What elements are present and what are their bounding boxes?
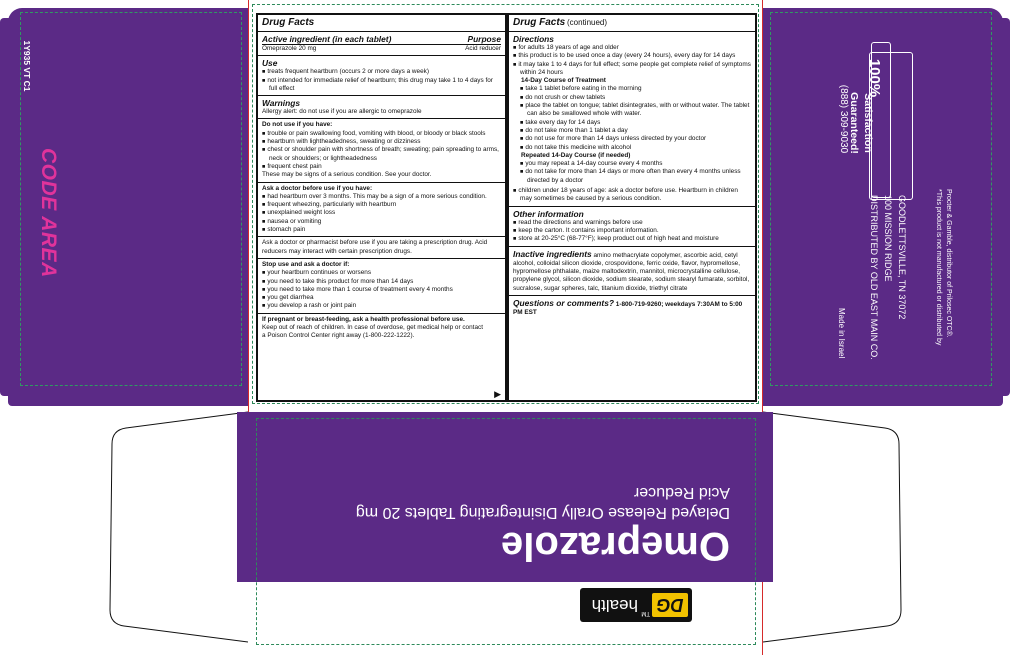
guarantee-guaranteed: Guaranteed!: [848, 92, 860, 154]
other-info-item: ■ keep the carton. It contains important information.: [513, 227, 751, 235]
code-label: 1Y935 VT C1: [22, 40, 32, 92]
product-category: Acid Reducer: [633, 484, 730, 501]
stop-use-heading: Stop use and ask a doctor if:: [262, 260, 350, 268]
ask-doctor-section: [258, 182, 505, 237]
do-not-use-item: ■ chest or shoulder pain with shortness of breath; sweating; pain spreading to arms, neck or shoulders; or lightheadedness: [262, 146, 501, 163]
ask-doctor-item: ■ unexplained weight loss: [262, 209, 501, 217]
inactive-ingredients-section: [509, 246, 755, 295]
continued-title: Drug Facts: [513, 17, 566, 28]
code-area-label: CODE AREA: [37, 148, 60, 278]
allergy-alert: Allergy alert: do not use if you are allergic to omeprazole: [262, 108, 422, 116]
dg-logo-tm: TM: [641, 610, 650, 616]
drug-facts-panel: [256, 13, 507, 402]
do-not-use-heading: Do not use if you have:: [262, 121, 333, 129]
course-item: ■ take every day for 14 days: [513, 119, 751, 127]
use-heading: Use: [262, 58, 278, 69]
pregnancy-text: If pregnant or breast-feeding, ask a health professional before use.: [262, 315, 465, 323]
ask-doctor-item: ■ frequent wheezing, particularly with heartburn: [262, 201, 501, 209]
made-in-label: Made in Israel: [837, 308, 846, 359]
serious-condition-note: These may be signs of a serious condition. See your doctor.: [262, 171, 432, 179]
dg-health-logo: [580, 588, 692, 622]
dg-logo-text: DG: [656, 595, 684, 615]
product-title-block: [290, 458, 730, 568]
stop-use-item: ■ you get diarrhea: [262, 294, 501, 302]
stop-use-item: ■ you develop a rash or joint pain: [262, 302, 501, 310]
course-item: ■ do not crush or chew tablets: [513, 94, 751, 102]
pregnancy-section: [258, 313, 505, 343]
guarantee-box-outline: [869, 52, 913, 200]
inactive-ingredients-text: amino methacrylate copolymer, ascorbic acid, cetyl alcohol, colloidal silicon dioxide, crospovidone, ferric oxide, flavor, hypromellose, hypromellose phthalate, maize maltodextrin, mannitol, microcrystalline cellulose, propylene glycol, silicon dioxide, sodium stearate, sodium stearyl fumarate, sorbitol, sucralose, sugar spheres, talc, titanium dioxide, triethyl citrate: [513, 251, 750, 292]
guarantee-phone: (888) 309-9030: [838, 84, 849, 154]
do-not-use-item: ■ trouble or pain swallowing food, vomiting with blood, or bloody or black stools: [262, 130, 501, 138]
inactive-ingredients-heading: Inactive ingredients: [513, 248, 592, 259]
use-section: [258, 55, 505, 95]
other-info-item: ■ read the directions and warnings before use: [513, 219, 751, 227]
do-not-use-item: ■ heartburn with lightheadedness, sweating or dizziness: [262, 138, 501, 146]
active-ingredient-heading: Active ingredient (in each tablet): [262, 34, 392, 44]
disclaimer-line-2: Procter & Gamble, distributor of Prilosec OTC®.: [945, 189, 952, 338]
do-not-use-section: [258, 118, 505, 181]
keep-out-text: Keep out of reach of children. In case of overdose, get medical help or contact a Poison Control Center right away (1-800-222-1222).: [262, 324, 483, 340]
dg-logo-health: health: [591, 596, 638, 615]
repeated-item: ■ you may repeat a 14-day course every 4 months: [513, 160, 751, 168]
directions-item: ■ for adults 18 years of age and older: [513, 44, 751, 52]
ask-doctor-heading: Ask a doctor before use if you have:: [262, 184, 373, 192]
directions-heading: Directions: [513, 34, 554, 44]
use-item: ■ not intended for immediate relief of heartburn; this drug may take 1 to 4 days for full effect: [262, 77, 501, 94]
product-name: Omeprazole: [501, 524, 730, 568]
do-not-use-item: ■ frequent chest pain: [262, 163, 501, 171]
continue-arrow-icon: ▶: [494, 388, 501, 399]
distributor-line-3: GOODLETTSVILLE, TN 37072: [897, 195, 907, 320]
distributor-line-1: DISTRIBUTED BY OLD EAST MAIN CO.: [869, 195, 879, 360]
dg-logo-badge: [652, 593, 688, 617]
stop-use-item: ■ you need to take this product for more than 14 days: [262, 278, 501, 286]
warnings-heading: Warnings: [262, 98, 301, 109]
guarantee-100: 100%: [866, 58, 883, 98]
repeated-item: ■ do not take for more than 14 days or more often than every 4 months unless directed by a doctor: [513, 168, 751, 185]
questions-heading: Questions or comments?: [513, 298, 614, 309]
other-info-heading: Other information: [513, 208, 584, 219]
active-ingredient-value: Omeprazole 20 mg: [262, 45, 317, 52]
directions-item: ■ it may take 1 to 4 days for full effect; some people get complete relief of symptoms within 24 hours: [513, 61, 751, 78]
distributor-line-2: 100 MISSION RIDGE: [883, 195, 893, 282]
drug-facts-title-section: [258, 15, 505, 31]
drug-facts-continued-panel: [507, 13, 757, 402]
guarantee-satisfaction: Satisfaction: [862, 93, 874, 153]
stop-use-section: [258, 258, 505, 313]
course-item: ■ place the tablet on tongue; tablet disintegrates, with or without water. The tablet can also be swallowed whole with water.: [513, 102, 751, 119]
continued-title-suffix: (continued): [567, 18, 608, 27]
questions-text: 1-800-719-9260; weekdays 7:30AM to 5:00 PM EST: [513, 301, 743, 317]
other-info-section: [509, 206, 755, 246]
repeated-heading: Repeated 14-Day Course (if needed): [521, 151, 631, 159]
course-item: ■ do not use for more than 14 days unless directed by your doctor: [513, 135, 751, 143]
active-ingredient-section: [258, 31, 505, 55]
course-item: ■ do not take more than 1 tablet a day: [513, 127, 751, 135]
course-item: ■ do not take this medicine with alcohol: [513, 144, 751, 152]
stop-use-item: ■ you need to take more than 1 course of treatment every 4 months: [262, 286, 501, 294]
ask-doctor-item: ■ had heartburn over 3 months. This may be a sign of a more serious condition.: [262, 193, 501, 201]
ask-doctor-item: ■ nausea or vomiting: [262, 218, 501, 226]
directions-section: [509, 31, 755, 206]
questions-section: [509, 295, 755, 320]
use-item: ■ treats frequent heartburn (occurs 2 or more days a week): [262, 68, 501, 76]
directions-item: ■ this product is to be used once a day (every 24 hours), every day for 14 days: [513, 52, 751, 60]
other-info-item: ■ store at 20-25°C (68-77°F); keep product out of high heat and moisture: [513, 235, 751, 243]
ask-doctor-item: ■ stomach pain: [262, 226, 501, 234]
left-bottom-flap: [100, 410, 248, 650]
drug-facts-title: Drug Facts: [262, 17, 315, 28]
purpose-heading: Purpose: [467, 34, 501, 44]
children-note: ■ children under 18 years of age: ask a doctor before use. Heartburn in children may sometimes be caused by a serious condition.: [513, 187, 751, 204]
right-bottom-flap: [763, 410, 911, 650]
ask-pharmacist-text: Ask a doctor or pharmacist before use if you are taking a prescription drug. Acid reducers may interact with certain prescription drugs.: [262, 239, 488, 255]
warnings-section: [258, 95, 505, 118]
purpose-value: Acid reducer: [465, 45, 501, 52]
course-heading: 14-Day Course of Treatment: [521, 77, 606, 85]
course-item: ■ take 1 tablet before eating in the morning: [513, 85, 751, 93]
disclaimer-line-1: *This product is not manufactured or distributed by: [935, 189, 942, 346]
continued-title-section: [509, 15, 755, 31]
stop-use-item: ■ your heartburn continues or worsens: [262, 269, 501, 277]
ask-pharmacist-section: [258, 236, 505, 258]
product-subtitle: Delayed Release Orally Disintegrating Tablets 20 mg: [355, 504, 730, 521]
